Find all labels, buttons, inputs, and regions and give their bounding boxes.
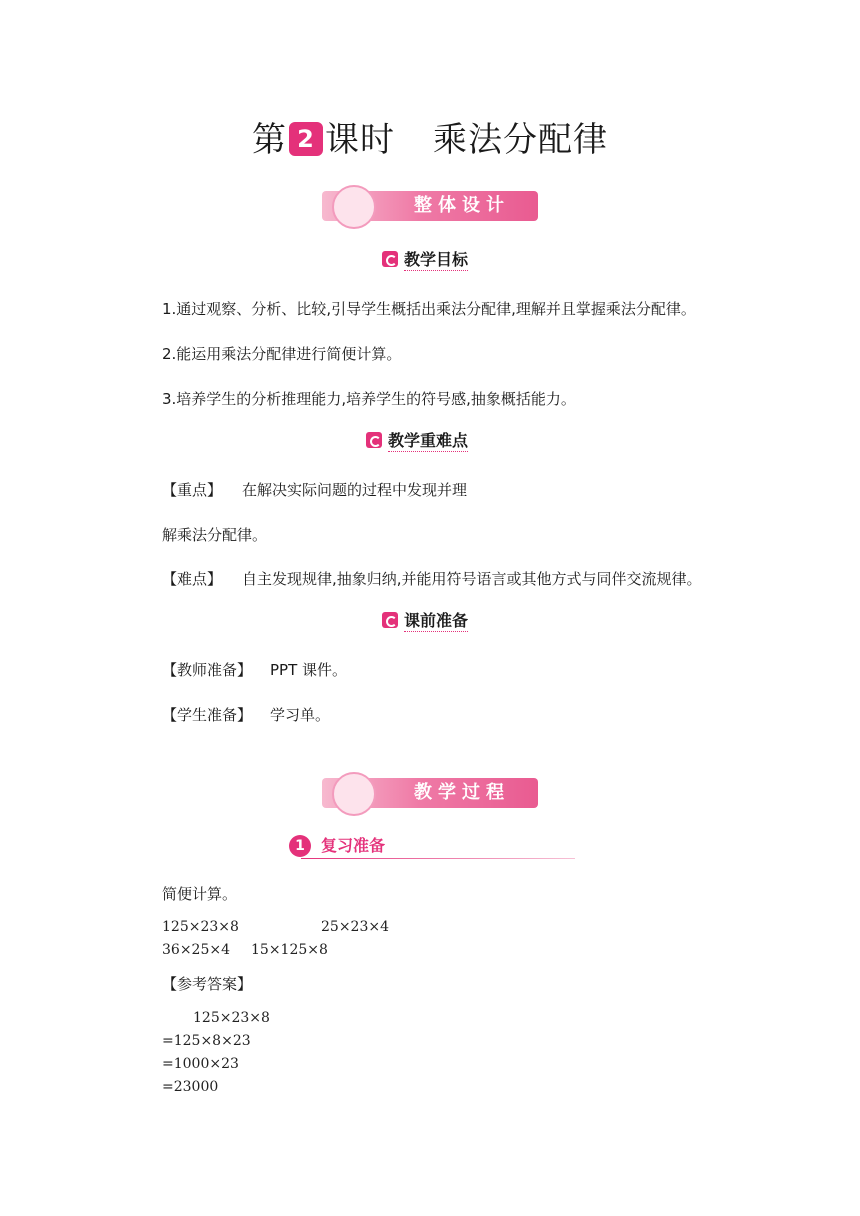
answer-line: =1000×23 [162, 1056, 239, 1072]
overall-design-banner [322, 191, 538, 221]
exercise: 125×23×8 [162, 919, 239, 935]
prep-heading: 课前准备 [382, 610, 468, 632]
review-heading-text: 复习准备 [321, 836, 386, 855]
student-label: 【学生准备】 [162, 706, 253, 724]
key-point [162, 479, 467, 501]
flag-icon [366, 432, 382, 448]
target-icon [332, 772, 376, 816]
answer-line: 125×23×8 [193, 1010, 270, 1026]
exercise: 25×23×4 [321, 919, 389, 935]
key-label: 【重点】 [162, 481, 223, 499]
diff-text: 自主发现规律,抽象归纳,并能用符号语言或其他方式与同伴交流规律。 [242, 570, 702, 588]
exercise: 15×125×8 [251, 942, 328, 958]
teacher-prep [162, 659, 347, 681]
teaching-process-banner [322, 778, 538, 808]
objectives-heading: 教学目标 [382, 249, 468, 271]
heading-underline [301, 858, 575, 859]
banner-label: 教学过程 [414, 782, 510, 803]
teacher-label: 【教师准备】 [162, 661, 253, 679]
banner-label: 整体设计 [414, 195, 510, 216]
exercise: 36×25×4 [162, 942, 230, 958]
answer-label: 【参考答案】 [162, 975, 253, 993]
flag-icon [382, 251, 398, 267]
keypoints-heading: 教学重难点 [366, 430, 468, 452]
section-number-badge: 1 [289, 835, 311, 857]
student-text: 学习单。 [270, 706, 331, 724]
review-intro: 简便计算。 [162, 885, 238, 903]
flag-icon [382, 612, 398, 628]
student-prep [162, 704, 330, 726]
title-prefix: 第 [252, 120, 287, 160]
title-suffix: 课时 [325, 120, 395, 160]
lesson-number-badge: 2 [289, 122, 323, 156]
teacher-text: PPT 课件。 [270, 661, 348, 679]
objective-item: 3.培养学生的分析推理能力,培养学生的符号感,抽象概括能力。 [162, 390, 576, 408]
title-topic: 乘法分配律 [433, 120, 608, 160]
key-text: 在解决实际问题的过程中发现并理 [242, 481, 468, 499]
page-title [0, 118, 860, 162]
answer-line: =125×8×23 [162, 1033, 251, 1049]
design-icon [332, 185, 376, 229]
diff-label: 【难点】 [162, 570, 223, 588]
answer-line: =23000 [162, 1079, 219, 1095]
difficult-point [162, 568, 702, 590]
review-heading [289, 834, 575, 860]
key-point-cont: 解乘法分配律。 [162, 526, 268, 544]
objective-item: 1.通过观察、分析、比较,引导学生概括出乘法分配律,理解并且掌握乘法分配律。 [162, 300, 696, 318]
objective-item: 2.能运用乘法分配律进行简便计算。 [162, 345, 402, 363]
